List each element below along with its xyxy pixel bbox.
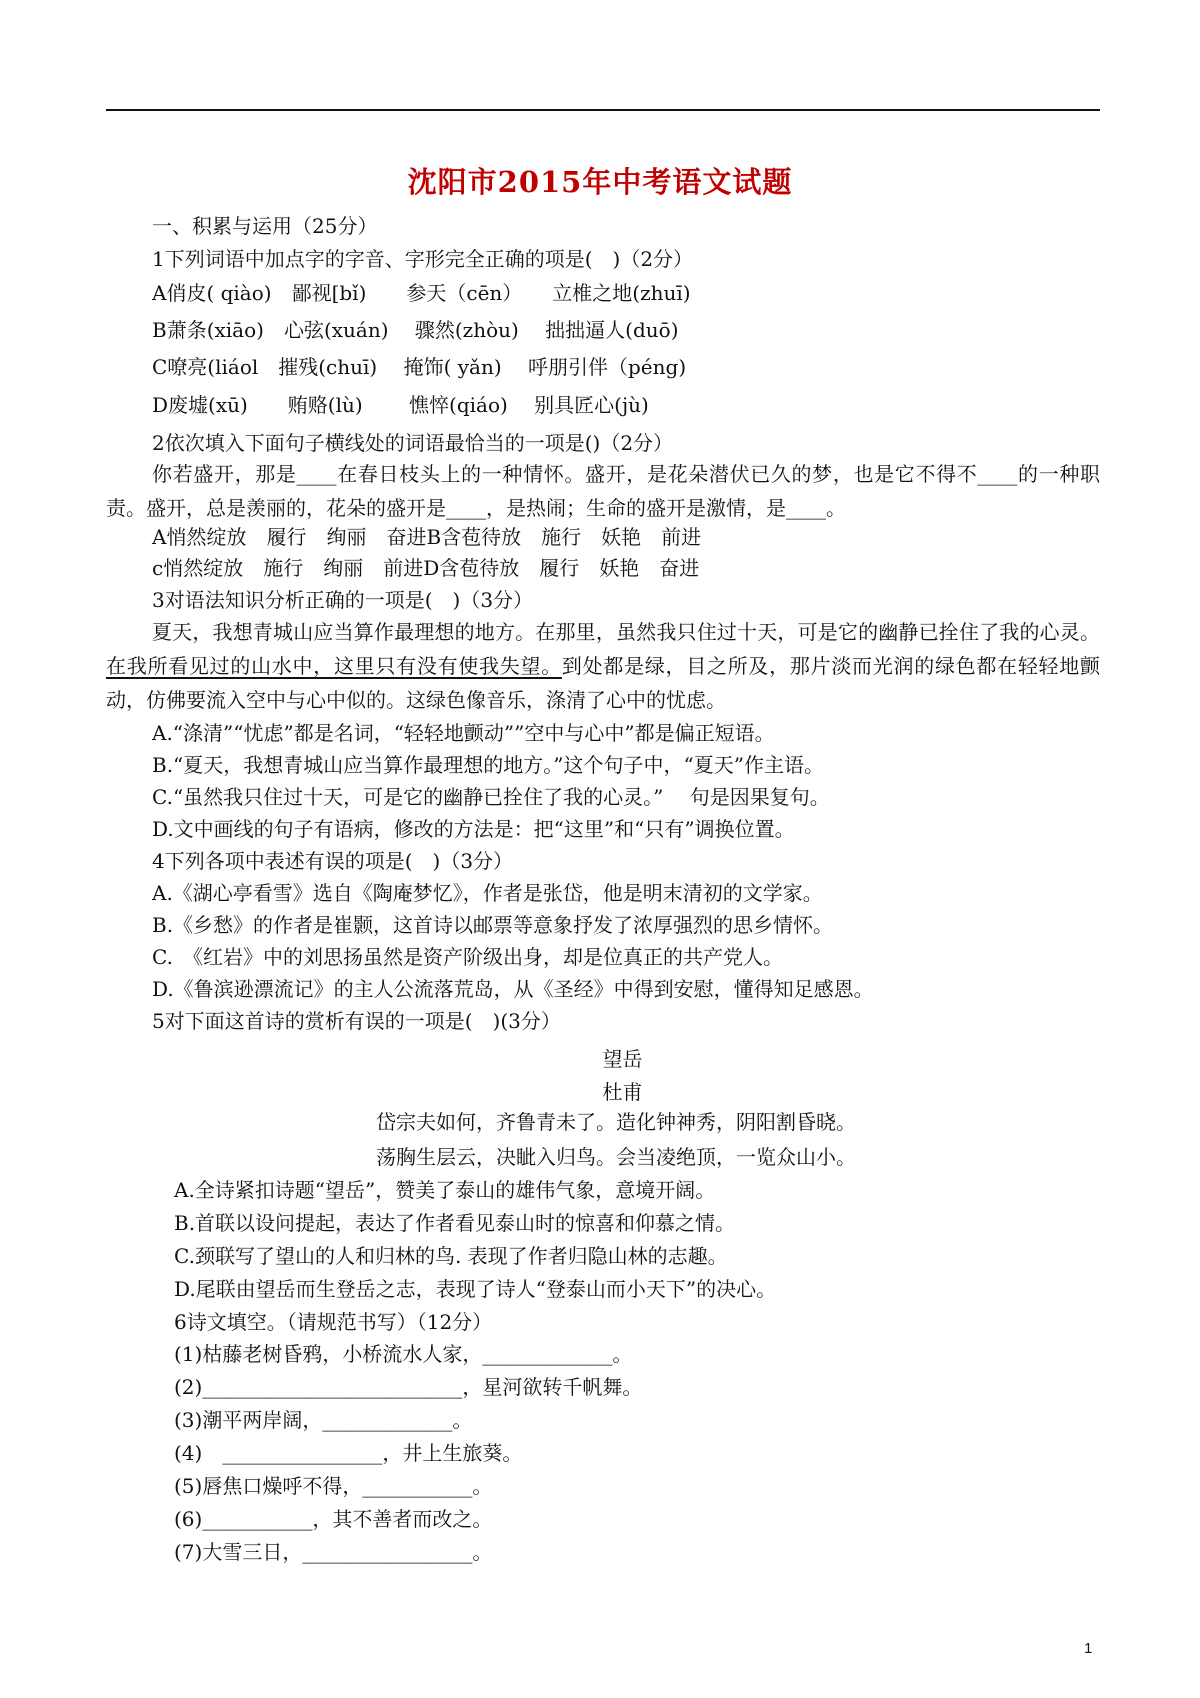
- q4-option-a: A.《湖心亭看雪》选自《陶庵梦忆》，作者是张岱，他是明末清初的文学家。: [152, 881, 823, 905]
- q1-option-a: A俏皮( qiào) 鄙视[bǐ) 参天（cēn） 立椎之地(zhuī): [152, 281, 691, 305]
- q4-option-d: D.《鲁滨逊漂流记》的主人公流落荒岛，从《圣经》中得到安慰，懂得知足感恩。: [152, 977, 874, 1001]
- q6-stem: 6诗文填空。（请规范书写）（12分）: [174, 1310, 493, 1334]
- q2-options-row1: A悄然绽放 履行 绚丽 奋进B含苞待放 施行 妖艳 前进: [152, 525, 702, 549]
- q5-option-c: C.颈联写了望山的人和归林的鸟. 表现了作者归隐山林的志趣。: [174, 1244, 728, 1268]
- poem-title: 望岳: [602, 1047, 643, 1071]
- q4-option-b: B.《乡愁》的作者是崔颢，这首诗以邮票等意象抒发了浓厚强烈的思乡情怀。: [152, 913, 834, 937]
- q1-option-b: B萧条(xiāo) 心弦(xuán) 骤然(zhòu) 拙拙逼人(duō): [152, 318, 679, 342]
- q3-passage-part1: 夏天，我想青城山应当算作最理想的地方。在那里，虽然我只住过十天，可是它的幽静已拴住了我的心灵。: [152, 620, 1100, 644]
- q5-option-a: A.全诗紧扣诗题“望岳”，赞美了泰山的雄伟气象，意境开阔。: [174, 1178, 716, 1202]
- q5-option-b: B.首联以设问提起，表达了作者看见泰山时的惊喜和仰慕之情。: [174, 1211, 736, 1235]
- q3-passage: [106, 615, 1100, 717]
- q2-options-row2: c悄然绽放 施行 绚丽 前进D含苞待放 履行 妖艳 奋进: [152, 556, 700, 580]
- q3-passage-part2: 到处都是绿，目之所及，那片淡而光润的绿色都在轻轻地颤动，仿佛要流入空中与心中似的。这绿色像音乐，涤清了心中的忧虑。: [106, 654, 1101, 712]
- q6-blank-5: (5)唇焦口燥呼不得，___________。: [174, 1474, 493, 1498]
- q6-blank-6: (6)___________，其不善者而改之。: [174, 1507, 493, 1531]
- q1-stem: 1下列词语中加点字的字音、字形完全正确的项是( )（2分）: [152, 247, 694, 271]
- q3-option-a: A.“涤清”“忧虑”都是名词，“轻轻地颤动””空中与心中”都是偏正短语。: [152, 721, 775, 745]
- q3-stem: 3对语法知识分析正确的一项是( )（3分）: [152, 588, 534, 612]
- q6-blank-7: (7)大雪三日，_________________。: [174, 1540, 493, 1564]
- document-title: 沈阳市2015年中考语文试题: [407, 165, 793, 199]
- q3-option-d: D.文中画线的句子有语病，修改的方法是：把“这里”和“只有”调换位置。: [152, 817, 795, 841]
- q6-blank-4: (4) ________________，井上生旅葵。: [174, 1441, 523, 1465]
- page-number: 1: [1084, 1640, 1093, 1657]
- q1-option-d: D废墟(xū) 贿赂(lù) 憔悴(qiáo) 别具匠心(jù): [152, 393, 649, 417]
- q2-passage: [106, 457, 1100, 525]
- q4-option-c: C. 《红岩》中的刘思扬虽然是资产阶级出身，却是位真正的共产党人。: [152, 945, 783, 969]
- poem-line-2: 荡胸生层云，决眦入归鸟。会当凌绝顶，一览众山小。: [376, 1145, 856, 1169]
- poem-author: 杜甫: [602, 1080, 643, 1104]
- q4-stem: 4下列各项中表述有误的项是( )（3分）: [152, 849, 514, 873]
- poem-line-1: 岱宗夫如何，齐鲁青未了。造化钟神秀，阴阳割昏晓。: [376, 1110, 856, 1134]
- q3-option-c: C.“虽然我只住过十天，可是它的幽静已拴住了我的心灵。” 句是因果复句。: [152, 785, 830, 809]
- q3-passage-text: [106, 615, 1100, 717]
- q6-blank-2: (2)__________________________，星河欲转千帆舞。: [174, 1375, 643, 1399]
- q3-underlined-sentence: 在我所看见过的山水中，这里只有没有使我失望。: [106, 654, 562, 678]
- header-rule: [106, 109, 1100, 111]
- q2-passage-text: 你若盛开，那是____在春日枝头上的一种情怀。盛开，是花朵潜伏已久的梦，也是它不得不____的一种职责。盛开，总是羡丽的，花朵的盛开是____，是热闹；生命的盛开是激情，是____。: [106, 462, 1100, 520]
- q3-option-b: B.“夏天，我想青城山应当算作最理想的地方。”这个句子中，“夏天”作主语。: [152, 753, 824, 777]
- q5-option-d: D.尾联由望岳而生登岳之志，表现了诗人“登泰山而小天下”的决心。: [174, 1277, 777, 1301]
- section-heading: 一、积累与运用（25分）: [152, 214, 378, 238]
- q6-blank-1: (1)枯藤老树昏鸦，小桥流水人家，_____________。: [174, 1342, 633, 1366]
- q6-blank-3: (3)潮平两岸阔，_____________。: [174, 1408, 473, 1432]
- q1-option-c: C嘹亮(liáol 摧残(chuī) 掩饰( yǎn) 呼朋引伴（péng): [152, 355, 687, 379]
- q5-stem: 5对下面这首诗的赏析有误的一项是( )(3分）: [152, 1009, 561, 1033]
- q2-stem: 2依次填入下面句子横线处的词语最恰当的一项是()（2分）: [152, 431, 674, 455]
